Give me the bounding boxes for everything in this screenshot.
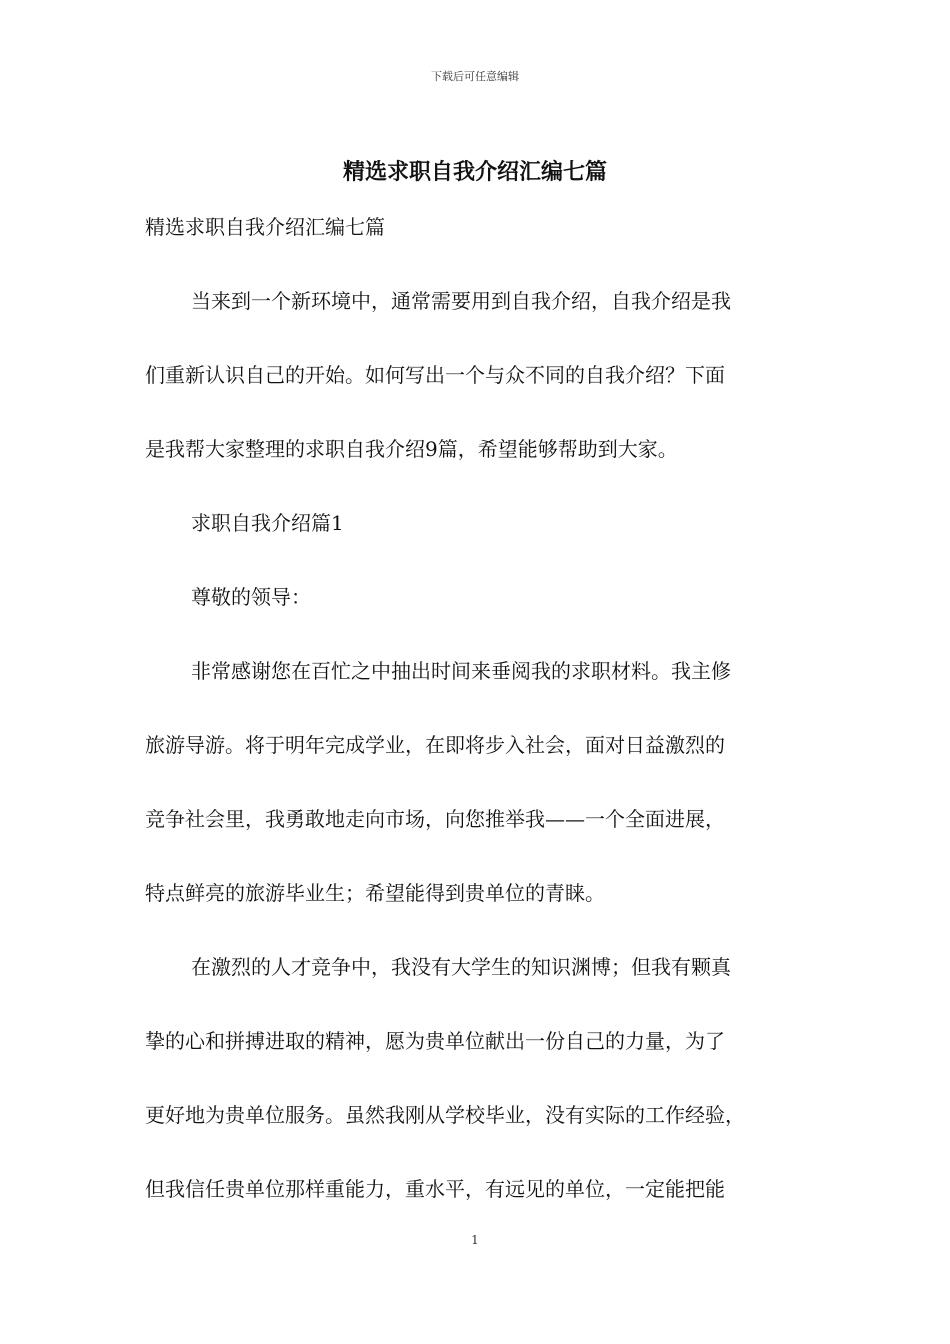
- paragraph-line: 在激烈的人才竞争中，我没有大学生的知识渊博；但我有颗真: [191, 955, 731, 979]
- salutation: 尊敬的领导：: [191, 585, 311, 609]
- header-note: 下载后可任意编辑: [431, 70, 519, 83]
- paragraph-line: 特点鲜亮的旅游毕业生；希望能得到贵单位的青睐。: [145, 881, 605, 905]
- paragraph-line: 竞争社会里，我勇敢地走向市场，向您推举我——一个全面进展，: [145, 807, 725, 831]
- subtitle-line: 精选求职自我介绍汇编七篇: [145, 215, 385, 239]
- paragraph-line: 更好地为贵单位服务。虽然我刚从学校毕业，没有实际的工作经验，: [145, 1103, 745, 1127]
- paragraph-line: 当来到一个新环境中，通常需要用到自我介绍，自我介绍是我: [191, 289, 731, 313]
- paragraph-line: 们重新认识自己的开始。如何写出一个与众不同的自我介绍？下面: [145, 363, 725, 387]
- paragraph-line: 挚的心和拼搏进取的精神，愿为贵单位献出一份自己的力量，为了: [145, 1029, 725, 1053]
- paragraph-line: 但我信任贵单位那样重能力，重水平，有远见的单位，一定能把能: [145, 1177, 725, 1201]
- paragraph-line: 旅游导游。将于明年完成学业，在即将步入社会，面对日益激烈的: [145, 733, 725, 757]
- paragraph-line: 非常感谢您在百忙之中抽出时间来垂阅我的求职材料。我主修: [191, 659, 731, 683]
- document-title: 精选求职自我介绍汇编七篇: [342, 159, 607, 185]
- paragraph-line: 是我帮大家整理的求职自我介绍9篇，希望能够帮助到大家。: [145, 437, 678, 461]
- page-number: 1: [471, 1233, 479, 1247]
- section-heading: 求职自我介绍篇1: [191, 511, 344, 535]
